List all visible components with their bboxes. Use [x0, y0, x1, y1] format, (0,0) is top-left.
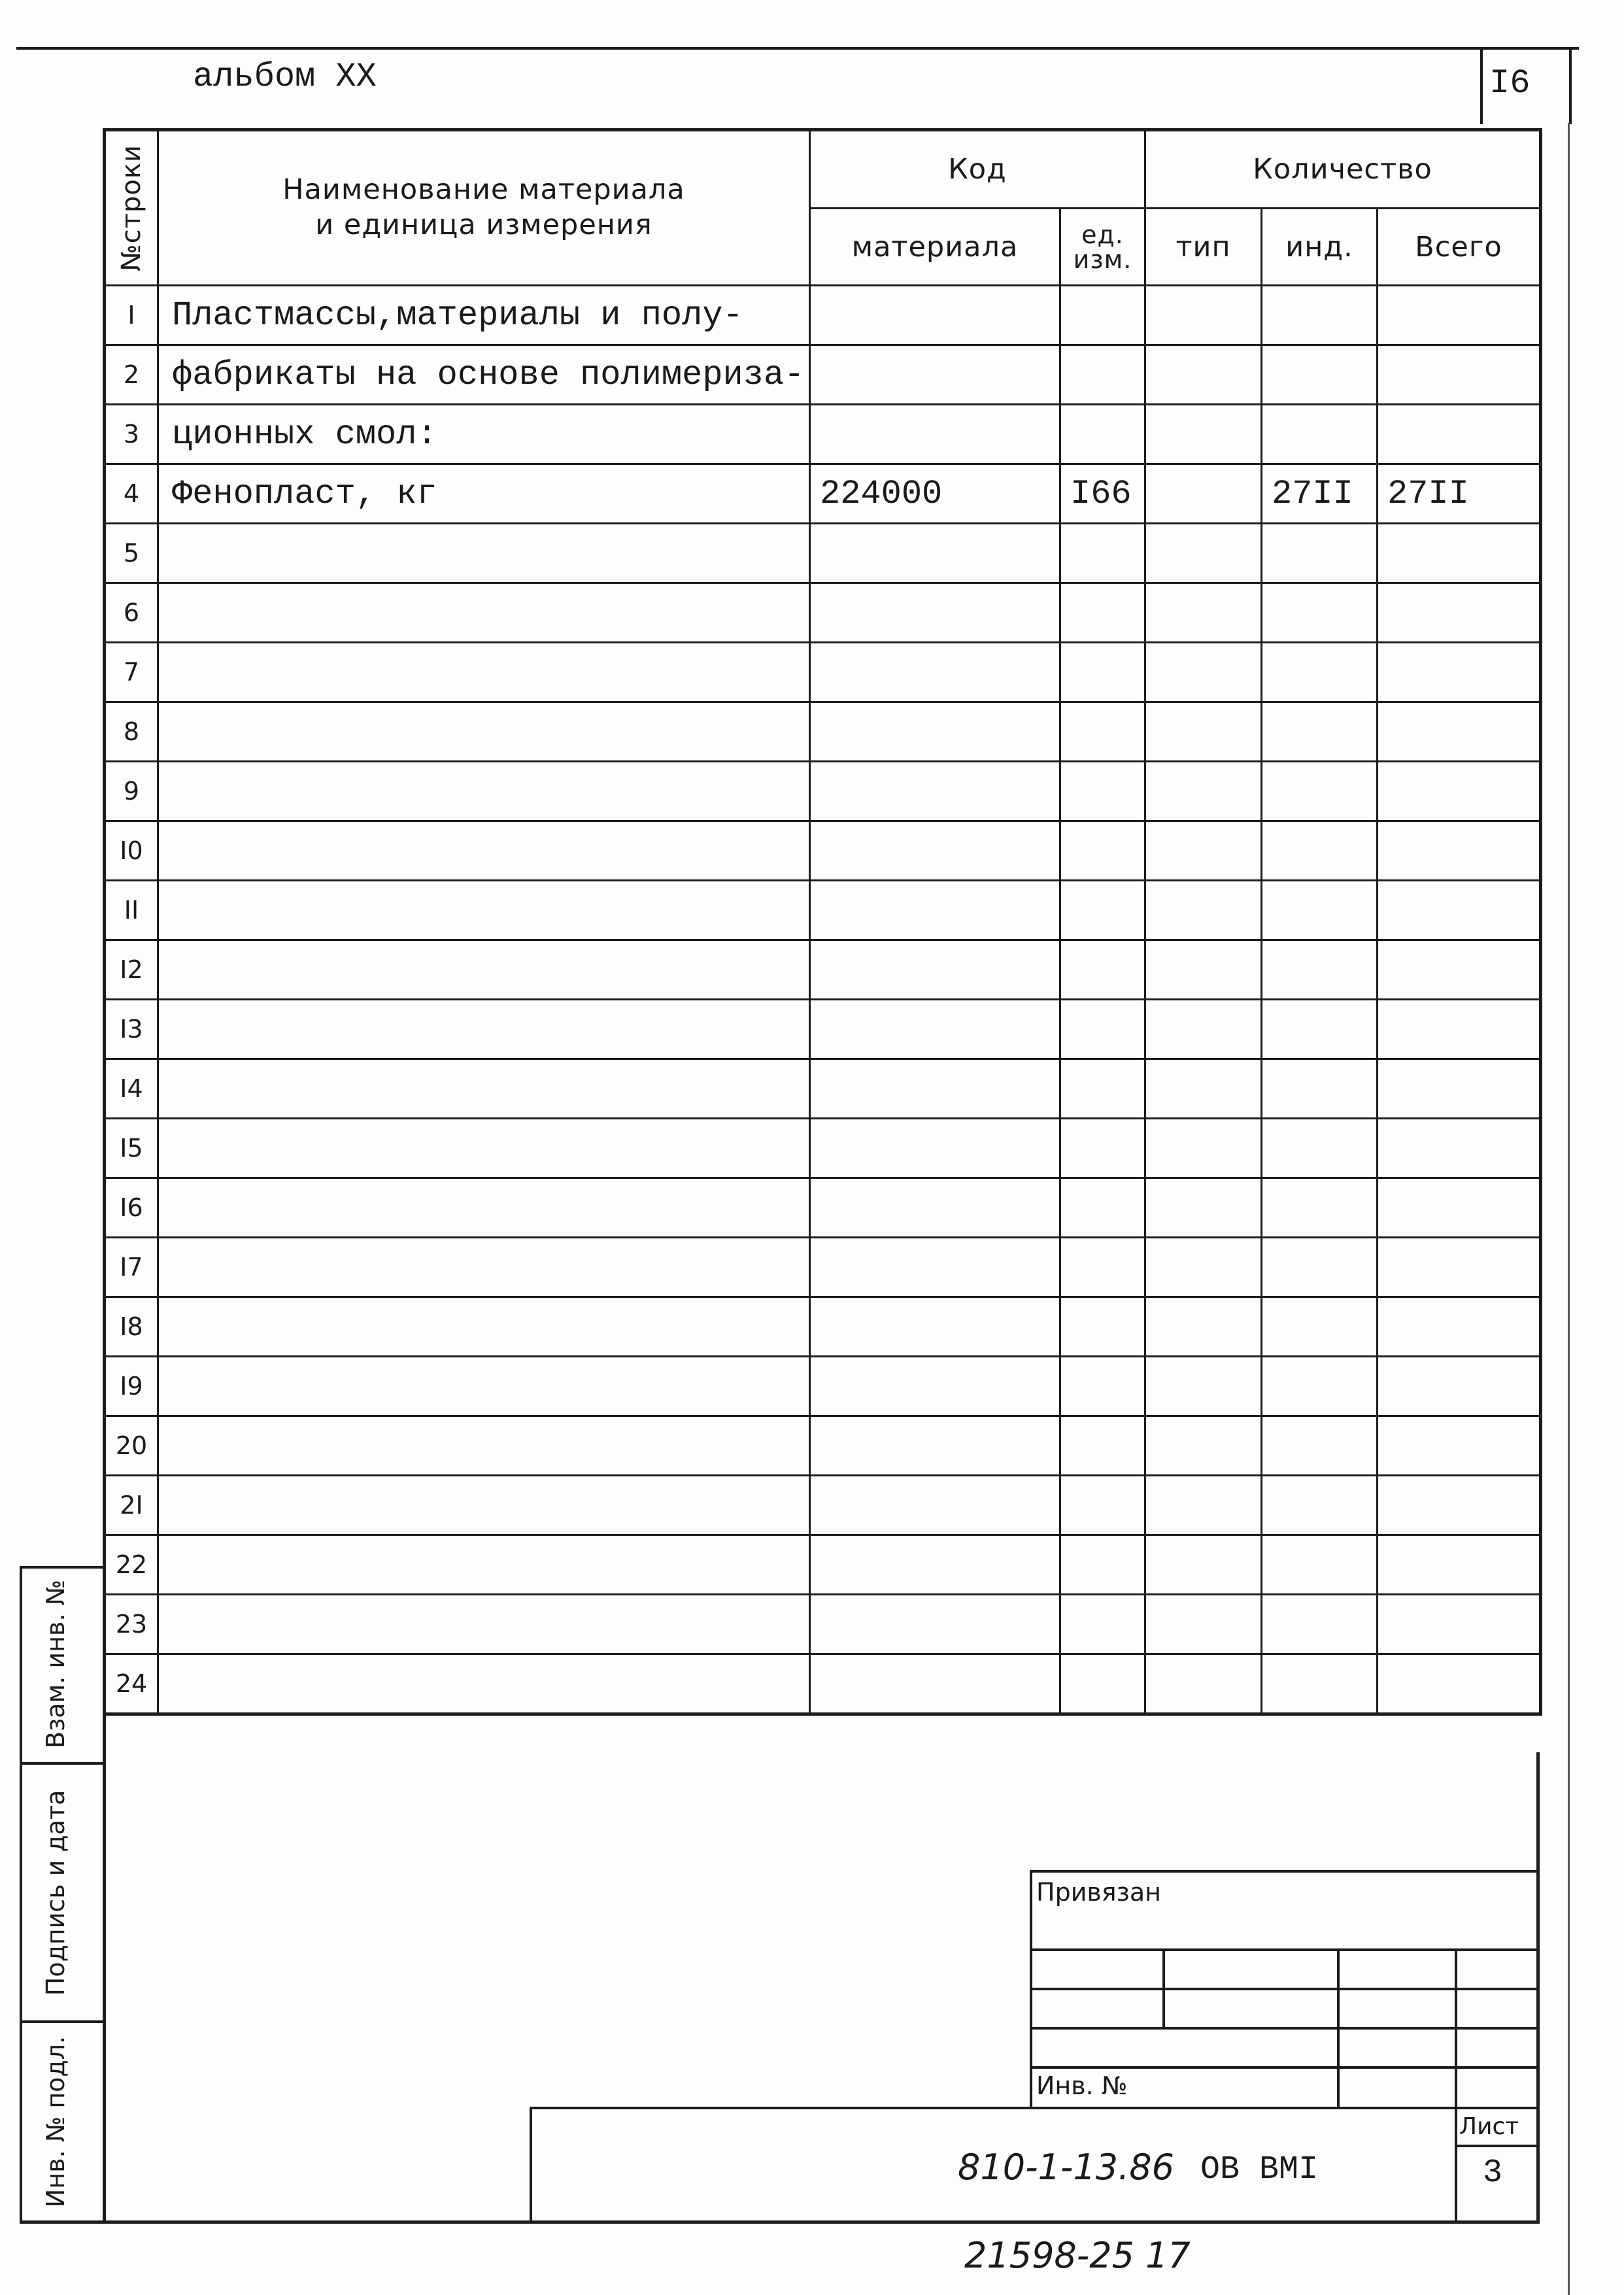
row-number-cell: I3 — [105, 1000, 158, 1059]
qty-ind-cell — [1262, 1059, 1378, 1119]
qty-total-cell — [1378, 345, 1541, 405]
name-cell — [158, 702, 810, 762]
table-row — [105, 940, 1541, 1000]
row-number-cell: 5 — [105, 524, 158, 583]
code-unit-cell — [1060, 881, 1145, 940]
table-row — [105, 1654, 1541, 1714]
qty-total-cell — [1378, 1416, 1541, 1476]
qty-ind-cell — [1262, 821, 1378, 881]
code-unit-cell — [1060, 1000, 1145, 1059]
code-unit-cell — [1060, 345, 1145, 405]
row-number-cell: 4 — [105, 464, 158, 524]
code-material-cell — [810, 345, 1060, 405]
stamp-box-top — [1030, 1870, 1540, 1873]
name-cell — [158, 821, 810, 881]
side-label-vzam: Взам. инв. № — [41, 1579, 70, 1749]
side-label-podpis: Подпись и дата — [41, 1790, 70, 1996]
row-number-cell: I4 — [105, 1059, 158, 1119]
code-material-cell — [810, 1119, 1060, 1178]
qty-type-cell — [1145, 1416, 1262, 1476]
qty-type-cell — [1145, 881, 1262, 940]
stamp-row4 — [1030, 2066, 1540, 2069]
qty-type-cell — [1145, 1059, 1262, 1119]
qty-total-cell: 27II — [1378, 464, 1541, 524]
qty-type-cell — [1145, 702, 1262, 762]
table-row — [105, 1119, 1541, 1178]
row-number-cell: 24 — [105, 1654, 158, 1714]
qty-ind-cell — [1262, 1119, 1378, 1178]
code-material-cell — [810, 1357, 1060, 1416]
name-cell — [158, 1476, 810, 1535]
qty-total-cell — [1378, 286, 1541, 345]
stamp-row3 — [1030, 2027, 1540, 2030]
side-frame-vertical — [20, 1566, 22, 2223]
name-cell — [158, 1297, 810, 1357]
code-material-cell — [810, 524, 1060, 583]
code-unit-cell — [1060, 1297, 1145, 1357]
qty-ind-cell — [1262, 1416, 1378, 1476]
qty-type-cell — [1145, 1654, 1262, 1714]
row-number-cell: 2I — [105, 1476, 158, 1535]
qty-total-cell — [1378, 762, 1541, 821]
row-number-cell: 6 — [105, 583, 158, 643]
qty-type-cell — [1145, 1476, 1262, 1535]
code-material-cell: 224000 — [810, 464, 1060, 524]
name-cell — [158, 881, 810, 940]
table-row — [105, 1535, 1541, 1595]
code-material-cell — [810, 583, 1060, 643]
stamp-col2 — [1337, 1948, 1340, 2109]
stamp-row1 — [1030, 1948, 1540, 1951]
code-material-cell — [810, 1000, 1060, 1059]
code-material-cell — [810, 702, 1060, 762]
name-cell — [158, 1654, 810, 1714]
code-material-cell — [810, 1595, 1060, 1654]
qty-ind-cell — [1262, 345, 1378, 405]
code-unit-header — [1060, 209, 1145, 286]
code-unit-cell — [1060, 1595, 1145, 1654]
row-number-cell: 2 — [105, 345, 158, 405]
name-cell: Фенопласт, кг — [158, 464, 810, 524]
side-frame-bottom — [20, 2220, 1540, 2224]
code-unit-cell — [1060, 1119, 1145, 1178]
qty-ind-cell — [1262, 405, 1378, 464]
qty-type-cell — [1145, 286, 1262, 345]
qty-type-cell — [1145, 643, 1262, 702]
document-code: 810-1-13.86 — [958, 2147, 1174, 2188]
qty-ind-cell — [1262, 286, 1378, 345]
qty-ind-cell — [1262, 643, 1378, 702]
table-row — [105, 702, 1541, 762]
row-number-cell: I8 — [105, 1297, 158, 1357]
qty-total-cell — [1378, 1476, 1541, 1535]
stamp-col3 — [1455, 1948, 1457, 2223]
stamp-row2 — [1030, 1988, 1540, 1990]
code-unit-cell — [1060, 821, 1145, 881]
qty-ind-cell — [1262, 702, 1378, 762]
title-block-top — [530, 2107, 1540, 2109]
page-number-box-right — [1569, 47, 1572, 124]
table-row — [105, 1000, 1541, 1059]
name-cell — [158, 1416, 810, 1476]
document-suffix: ОВ ВМI — [1200, 2151, 1319, 2188]
code-material-cell — [810, 940, 1060, 1000]
name-cell — [158, 1238, 810, 1297]
stamp-col1 — [1162, 1948, 1165, 2027]
code-material-cell — [810, 405, 1060, 464]
table-row — [105, 1238, 1541, 1297]
code-unit-cell — [1060, 583, 1145, 643]
name-cell — [158, 643, 810, 702]
name-header — [158, 130, 810, 286]
qty-type-cell — [1145, 405, 1262, 464]
code-unit-cell — [1060, 286, 1145, 345]
top-border-line — [16, 47, 1579, 50]
qty-ind-cell: 27II — [1262, 464, 1378, 524]
qty-ind-cell — [1262, 1297, 1378, 1357]
row-number-cell: I2 — [105, 940, 158, 1000]
list-value: 3 — [1483, 2154, 1503, 2192]
qty-ind-cell — [1262, 1357, 1378, 1416]
qty-total-cell — [1378, 1119, 1541, 1178]
qty-type-cell — [1145, 464, 1262, 524]
qty-total-cell — [1378, 1357, 1541, 1416]
table-row — [105, 1476, 1541, 1535]
name-cell: ционных смол: — [158, 405, 810, 464]
qty-total-cell — [1378, 1535, 1541, 1595]
row-number-cell: 7 — [105, 643, 158, 702]
qty-total-cell — [1378, 881, 1541, 940]
code-unit-cell — [1060, 940, 1145, 1000]
qty-ind-header: инд. — [1262, 209, 1378, 286]
code-unit-cell — [1060, 762, 1145, 821]
table-row — [105, 1059, 1541, 1119]
row-number-cell: 8 — [105, 702, 158, 762]
qty-total-cell — [1378, 643, 1541, 702]
qty-total-cell — [1378, 1654, 1541, 1714]
table-row — [105, 643, 1541, 702]
code-material-cell — [810, 1297, 1060, 1357]
name-header-line1: Наименование материала — [282, 173, 685, 207]
title-block-left — [530, 2107, 532, 2223]
table-row — [105, 524, 1541, 583]
qty-total-cell — [1378, 1297, 1541, 1357]
qty-type-header: тип — [1145, 209, 1262, 286]
name-cell — [158, 940, 810, 1000]
qty-type-cell — [1145, 1535, 1262, 1595]
page-edge-right — [1568, 123, 1570, 2295]
code-unit-header-line1: ед. — [1081, 220, 1124, 249]
code-unit-cell — [1060, 1059, 1145, 1119]
qty-type-cell — [1145, 1178, 1262, 1238]
qty-total-header: Всего — [1378, 209, 1541, 286]
code-material-cell — [810, 821, 1060, 881]
qty-ind-cell — [1262, 881, 1378, 940]
privyazan-label: Привязан — [1036, 1878, 1161, 1907]
table-row — [105, 762, 1541, 821]
list-label: Лист — [1459, 2113, 1519, 2140]
page-number: I6 — [1489, 64, 1531, 103]
table-row — [105, 1595, 1541, 1654]
table-row — [105, 1178, 1541, 1238]
qty-type-cell — [1145, 1297, 1262, 1357]
code-material-cell — [810, 1654, 1060, 1714]
code-unit-cell — [1060, 702, 1145, 762]
qty-total-cell — [1378, 583, 1541, 643]
code-material-cell — [810, 1476, 1060, 1535]
table-row — [105, 821, 1541, 881]
qty-total-cell — [1378, 524, 1541, 583]
code-material-cell — [810, 286, 1060, 345]
table-row — [105, 405, 1541, 464]
code-unit-cell — [1060, 1178, 1145, 1238]
table-row — [105, 583, 1541, 643]
code-unit-header-line2: изм. — [1073, 245, 1132, 274]
code-material-cell — [810, 1178, 1060, 1238]
qty-total-cell — [1378, 821, 1541, 881]
qty-ind-cell — [1262, 940, 1378, 1000]
qty-total-cell — [1378, 1178, 1541, 1238]
code-material-cell — [810, 1238, 1060, 1297]
table-row — [105, 286, 1541, 345]
qty-ind-cell — [1262, 583, 1378, 643]
name-header-line2: и единица измерения — [315, 209, 652, 241]
code-unit-cell — [1060, 405, 1145, 464]
qty-ind-cell — [1262, 1595, 1378, 1654]
qty-type-cell — [1145, 345, 1262, 405]
qty-type-cell — [1145, 1000, 1262, 1059]
name-cell — [158, 1535, 810, 1595]
row-number-cell: I9 — [105, 1357, 158, 1416]
qty-ind-cell — [1262, 1238, 1378, 1297]
code-material-cell — [810, 643, 1060, 702]
code-unit-cell — [1060, 643, 1145, 702]
table-row — [105, 881, 1541, 940]
code-unit-cell — [1060, 524, 1145, 583]
code-unit-cell — [1060, 1535, 1145, 1595]
quantity-header: Количество — [1145, 130, 1541, 209]
qty-ind-cell — [1262, 1654, 1378, 1714]
qty-ind-cell — [1262, 1178, 1378, 1238]
qty-total-cell — [1378, 1059, 1541, 1119]
qty-ind-cell — [1262, 762, 1378, 821]
name-cell: фабрикаты на основе полимериза- — [158, 345, 810, 405]
qty-type-cell — [1145, 1238, 1262, 1297]
name-cell — [158, 524, 810, 583]
table-row — [105, 464, 1541, 524]
qty-type-cell — [1145, 821, 1262, 881]
row-number-cell: I6 — [105, 1178, 158, 1238]
qty-ind-cell — [1262, 1000, 1378, 1059]
table-row — [105, 1297, 1541, 1357]
materials-table — [103, 128, 1542, 1716]
name-cell — [158, 1000, 810, 1059]
qty-type-cell — [1145, 583, 1262, 643]
qty-type-cell — [1145, 1119, 1262, 1178]
code-unit-cell — [1060, 1238, 1145, 1297]
qty-total-cell — [1378, 1595, 1541, 1654]
row-number-cell: 9 — [105, 762, 158, 821]
row-number-header-label: №строки — [116, 144, 146, 271]
name-cell — [158, 583, 810, 643]
qty-total-cell — [1378, 1238, 1541, 1297]
name-cell — [158, 1595, 810, 1654]
row-number-cell: I — [105, 286, 158, 345]
qty-ind-cell — [1262, 524, 1378, 583]
code-unit-cell: I66 — [1060, 464, 1145, 524]
code-material-cell — [810, 762, 1060, 821]
code-unit-cell — [1060, 1654, 1145, 1714]
side-label-inv-podl: Инв. № подл. — [41, 2035, 70, 2208]
row-number-cell: 3 — [105, 405, 158, 464]
code-material-cell — [810, 881, 1060, 940]
table-row — [105, 1357, 1541, 1416]
list-box-divider — [1455, 2145, 1540, 2147]
row-number-cell: I0 — [105, 821, 158, 881]
name-cell — [158, 1178, 810, 1238]
qty-ind-cell — [1262, 1476, 1378, 1535]
qty-ind-cell — [1262, 1535, 1378, 1595]
qty-type-cell — [1145, 1595, 1262, 1654]
inv-no-label: Инв. № — [1036, 2071, 1128, 2100]
qty-type-cell — [1145, 762, 1262, 821]
qty-total-cell — [1378, 405, 1541, 464]
code-material-header: материала — [810, 209, 1060, 286]
table-row — [105, 345, 1541, 405]
code-unit-cell — [1060, 1416, 1145, 1476]
row-number-cell: 23 — [105, 1595, 158, 1654]
qty-total-cell — [1378, 1000, 1541, 1059]
qty-type-cell — [1145, 1357, 1262, 1416]
album-label: альбом XX — [193, 58, 377, 96]
row-number-cell: I5 — [105, 1119, 158, 1178]
name-cell — [158, 1119, 810, 1178]
row-number-cell: 22 — [105, 1535, 158, 1595]
code-material-cell — [810, 1535, 1060, 1595]
code-material-cell — [810, 1416, 1060, 1476]
row-number-header — [105, 130, 158, 286]
qty-type-cell — [1145, 940, 1262, 1000]
row-number-cell: 20 — [105, 1416, 158, 1476]
qty-total-cell — [1378, 940, 1541, 1000]
code-header: Код — [810, 130, 1145, 209]
code-unit-cell — [1060, 1357, 1145, 1416]
code-material-cell — [810, 1059, 1060, 1119]
side-frame-inner — [103, 1566, 106, 2223]
qty-total-cell — [1378, 702, 1541, 762]
name-cell — [158, 762, 810, 821]
page-number-box-left — [1480, 47, 1483, 124]
name-cell — [158, 1357, 810, 1416]
code-unit-cell — [1060, 1476, 1145, 1535]
archive-number: 21598-25 17 — [964, 2235, 1191, 2276]
name-cell: Пластмассы,материалы и полу- — [158, 286, 810, 345]
qty-type-cell — [1145, 524, 1262, 583]
row-number-cell: II — [105, 881, 158, 940]
name-cell — [158, 1059, 810, 1119]
table-row — [105, 1416, 1541, 1476]
row-number-cell: I7 — [105, 1238, 158, 1297]
